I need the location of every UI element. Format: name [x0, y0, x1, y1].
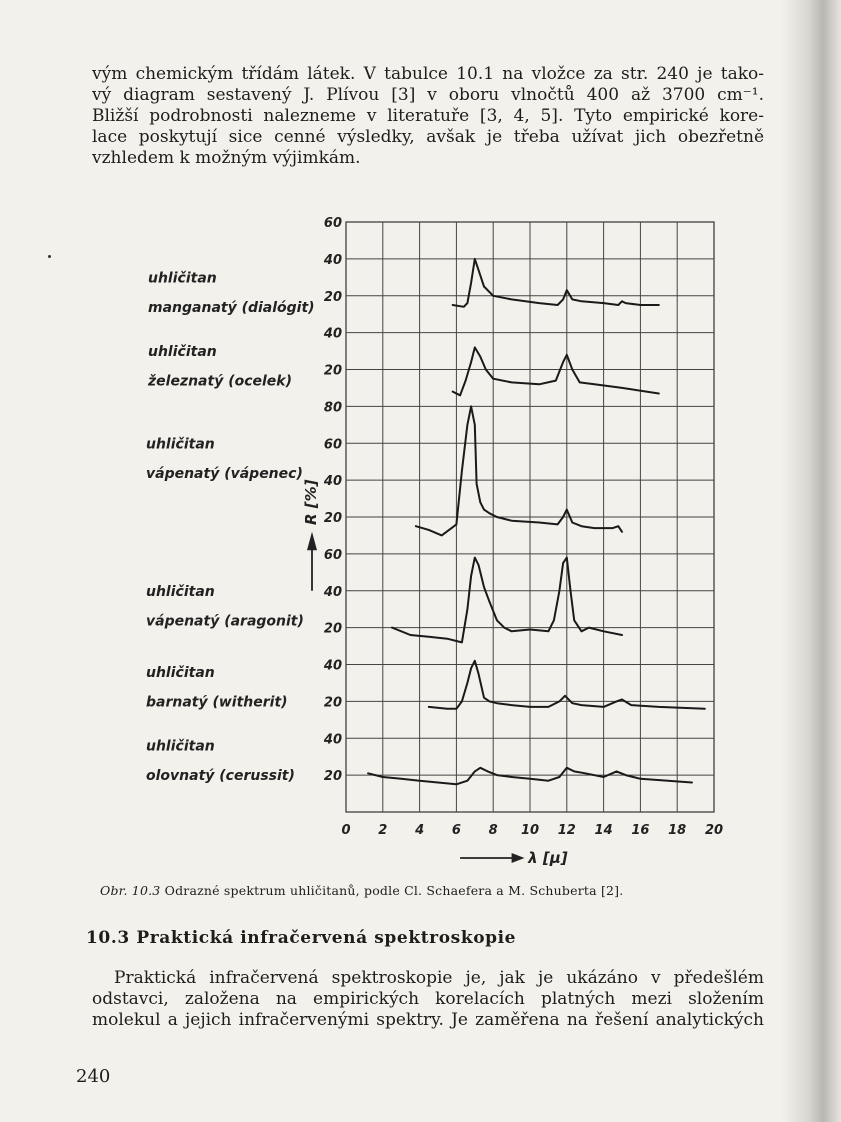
y-tick-label: 40 [323, 252, 342, 268]
paragraph-top [92, 64, 764, 169]
text-line: molekul a jejich infračervenými spektry. Je zaměřena na řešení analytických [92, 1010, 764, 1030]
y-tick-label: 40 [323, 474, 342, 490]
spectrum-curve [392, 558, 622, 643]
paragraph-bottom [92, 968, 764, 1031]
sample-label: barnatý (witherit) [146, 694, 288, 711]
y-tick-label: 60 [323, 216, 342, 231]
x-tick-label: 2 [378, 823, 388, 838]
spectrum-curve [453, 347, 659, 395]
sample-label: železnatý (ocelek) [148, 373, 293, 390]
x-tick-label: 8 [488, 823, 498, 838]
x-tick-label: 10 [520, 823, 540, 838]
page-number: 240 [76, 1066, 111, 1087]
text-line: vzhledem k možným výjimkám. [92, 148, 361, 168]
sample-label: olovnatý (cerussit) [146, 768, 295, 785]
y-tick-label: 20 [323, 289, 342, 305]
y-tick-label: 40 [323, 326, 342, 342]
y-tick-label: 60 [323, 547, 342, 563]
spectrum-curve [416, 406, 622, 535]
reflectance-spectra-figure [80, 210, 740, 870]
text-line: vým chemickým třídám látek. V tabulce 10.1 na vložce za str. 240 je tako- [92, 64, 764, 84]
figure-caption [100, 883, 623, 898]
x-tick-label: 16 [631, 823, 650, 838]
x-tick-label: 4 [415, 823, 425, 838]
text-line: odstavci, založena na empirických korelacích platných mezi složením [92, 989, 764, 1009]
x-tick-label: 18 [668, 823, 687, 838]
x-tick-label: 12 [557, 823, 576, 838]
y-tick-label: 80 [323, 400, 342, 416]
x-axis-arrowhead [512, 853, 525, 863]
text-line: Bližší podrobnosti nalezneme v literatuře [3, 4, 5]. Tyto empirické kore- [92, 106, 764, 126]
sample-label: uhličitan [148, 344, 217, 361]
y-axis-label: R [%] [302, 479, 320, 526]
x-tick-label: 6 [451, 823, 461, 838]
caption-label: Obr. 10.3 [100, 883, 161, 898]
caption-text: Odrazné spektrum uhličitanů, podle Cl. Schaefera a M. Schuberta [2]. [164, 883, 624, 898]
x-tick-label: 0 [341, 823, 351, 838]
y-tick-label: 20 [323, 769, 342, 785]
y-tick-label: 40 [323, 732, 342, 748]
y-tick-label: 20 [323, 511, 342, 526]
sample-label: uhličitan [146, 738, 215, 755]
x-tick-label: 20 [704, 823, 724, 838]
section-heading: 10.3 Praktická infračervená spektroskopie [86, 928, 517, 948]
y-tick-label: 20 [323, 363, 342, 379]
x-tick-label: 14 [594, 823, 613, 838]
y-axis-arrowhead [307, 532, 317, 550]
sample-label: uhličitan [146, 664, 215, 681]
sample-label: vápenatý (aragonit) [146, 613, 304, 630]
x-axis-label: λ [μ] [528, 849, 568, 867]
text-line: lace poskytují sice cenné výsledky, avšak je třeba užívat jich obezřetně [92, 127, 764, 147]
text-line: Praktická infračervená spektroskopie je, jak je ukázáno v předešlém [114, 968, 764, 988]
y-tick-label: 20 [323, 695, 342, 711]
speck [48, 255, 51, 258]
page-gutter-shadow [781, 0, 841, 1122]
y-tick-label: 40 [323, 584, 342, 600]
sample-label: uhličitan [146, 436, 215, 453]
spectrum-curve [453, 259, 659, 307]
y-tick-label: 20 [323, 621, 342, 637]
sample-label: vápenatý (vápenec) [146, 465, 303, 482]
y-tick-label: 60 [323, 437, 342, 453]
sample-label: manganatý (dialógit) [148, 299, 315, 316]
sample-label: uhličitan [146, 583, 215, 600]
y-tick-label: 40 [323, 658, 342, 674]
sample-label: uhličitan [148, 270, 217, 287]
text-line: vý diagram sestavený J. Plívou [3] v oboru vlnočtů 400 až 3700 cm⁻¹. [92, 85, 764, 105]
